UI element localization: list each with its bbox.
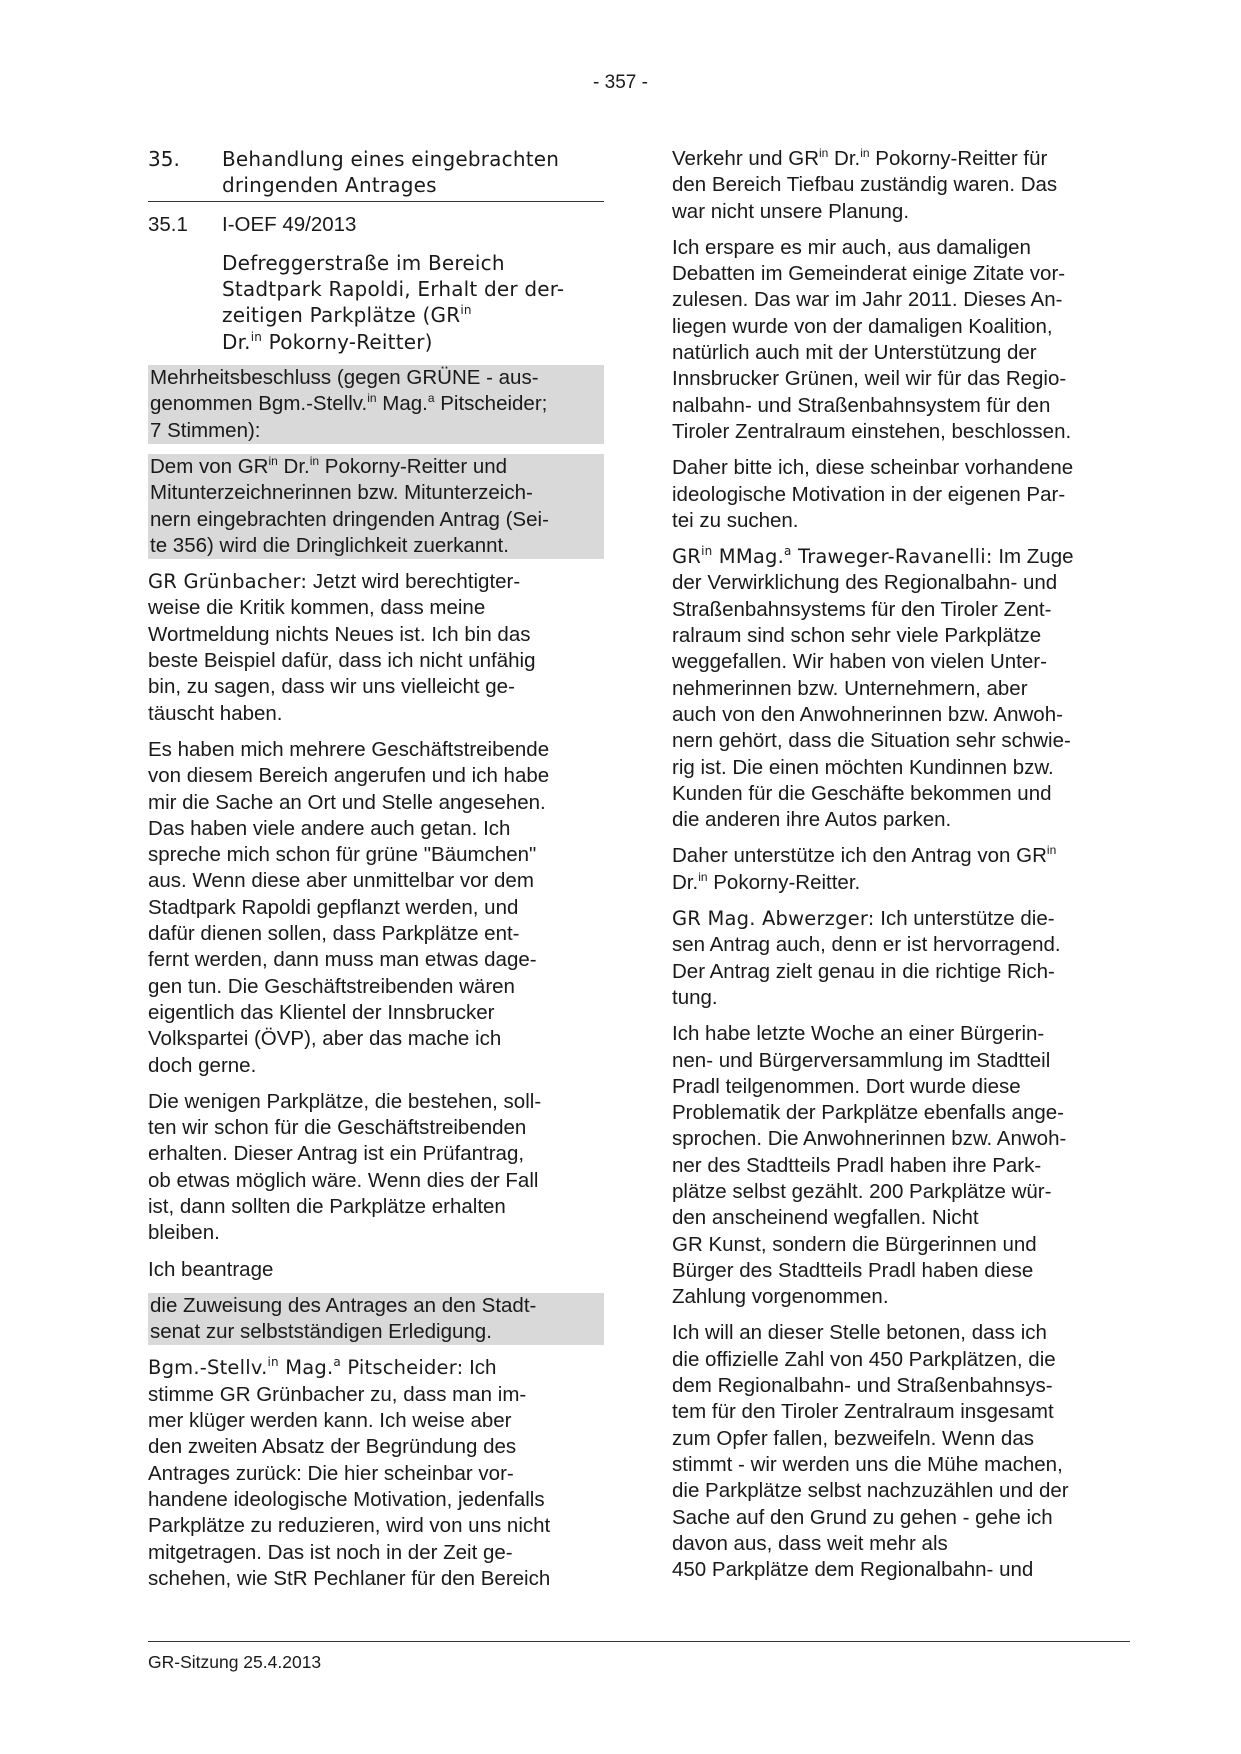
speaker-name: GR Grünbacher: [148,570,308,594]
paragraph-abwerzger: GR Mag. Abwerzger: Ich unterstütze die- sen Antrag auch, denn er ist hervorragend. Der Antrag zielt genau in die richtige Rich- tung. [672,907,1061,1009]
section-rule [148,201,604,202]
speaker-name: GR Mag. Abwerzger: [672,907,875,931]
speaker-name: Bgm.-Stellv.$^{in}$ Mag.$^a$ Pitscheider: [148,1355,464,1380]
paragraph-abwerzger-2: Ich habe letzte Woche an einer Bürgerin- nen- und Bürgerversammlung im Stadtteil Pradl teilgenommen. Dort wurde diese Problematik der Parkplätze ebenfalls ange- sprochen. Die Anwohnerinnen bzw. Anwoh- ner des Stadtteils Pradl haben ihre Park- plätze selbst gezählt. 200 Parkplätze wür- den anscheinend wegfallen. Nicht GR Kunst, sondern die Bürgerinnen und Bürger des Stadtteils Pradl haben diese Zahlung vorgenommen. [672,1022,1067,1309]
paragraph-pitscheider: Bgm.-Stellv.$^{in}$ Mag.$^a$ Pitscheider: Ich stimme GR Grünbacher zu, dass man im- mer klüger werden kann. Ich weise aber den zweiten Absatz der Begründung des Antrages zurück: Die hier scheinbar vor- handene ideologische Motivation, jedenfalls Parkplätze zu reduzieren, wird von uns nicht mitgetragen. Das ist noch in der Zeit ge- schehen, wie StR Pechlaner für den Bereich [148,1355,551,1590]
footer-text: GR-Sitzung 25.4.2013 [148,1652,322,1672]
paragraph-ich-beantrage: Ich beantrage [148,1257,274,1281]
section-title: Behandlung eines eingebrachten dringenden Antrages [222,147,560,198]
subsection-heading [148,212,604,238]
speaker-name: $GR^{in}$ MMag.$^a$ Traweger-Ravanelli: [672,544,993,569]
left-column [148,146,604,1592]
section-number: 35. [148,147,180,171]
paragraph-traweger-2: Daher unterstütze ich den Antrag von $GR^{in}$ Dr.$^{in}$ Pokorny-Reitter. [672,843,1057,894]
paragraph-gruenbacher-2: Es haben mich mehrere Geschäftstreibende von diesem Bereich angerufen und ich habe mir die Sache an Ort und Stelle angesehen. Das haben viele andere auch getan. Ich spreche mich schon für grüne "Bäumchen" aus. Wenn diese aber unmittelbar vor dem Stadtpark Rapoldi gepflanzt werden, und dafür dienen sollen, dass Parkplätze ent- fernt werden, dann muss man etwas dage- gen tun. Die Geschäftstreibenden wären eigentlich das Klientel der Innsbrucker Volkspartei (ÖVP), aber das mache ich doch gerne. [148,737,550,1077]
paragraph-pitscheider-2: Ich erspare es mir auch, aus damaligen Debatten im Gemeinderat einige Zitate vor- zulesen. Das war im Jahr 2011. Dieses An- liegen wurde von der damaligen Koalition, natürlich auch mit der Unterstützung der Innsbrucker Grünen, weil wir für das Regio- nalbahn- und Straßenbahnsystem für den Tiroler Zentralraum einstehen, beschlossen. [672,235,1072,443]
subsection-subject: Defreggerstraße im Bereich Stadtpark Rapoldi, Erhalt der der- zeitigen Parkplätze ($GR^{in}$ Dr.$^{in}$ Pokorny-Reitter) [222,250,565,354]
section-heading [148,146,604,199]
subsection-number: 35.1 [148,212,188,236]
right-column [672,146,1134,1583]
paragraph-abwerzger-3: Ich will an dieser Stelle betonen, dass ich die offizielle Zahl von 450 Parkplätzen, die dem Regionalbahn- und Straßenbahnsys- tem für den Tiroler Zentralraum insgesamt zum Opfer fallen, bezweifeln. Wenn das stimmt - wir werden uns die Mühe machen, die Parkplätze selbst nachzuzählen und der Sache auf den Grund zu gehen - gehe ich davon aus, dass weit mehr als 450 Parkplätze dem Regionalbahn- und [672,1321,1069,1582]
paragraph-traweger: $GR^{in}$ MMag.$^a$ Traweger-Ravanelli: Im Zuge der Verwirklichung des Regionalbahn- und Straßenbahnsystems für den Tiroler Zent- ralraum sind schon sehr viele Parkplätze weggefallen. Wir haben von vielen Unter- nehmerinnen bzw. Unternehmern, aber auch von den Anwohnerinnen bzw. Anwoh- nern gehört, dass die Situation sehr schwie- rig ist. Die einen möchten Kundinnen bzw. Kunden für die Geschäfte bekommen und die anderen ihre Autos parken. [672,544,1074,832]
page-number: - 357 - [593,72,648,93]
paragraph-gruenbacher-1: GR Grünbacher: Jetzt wird berechtigter- weise die Kritik kommen, dass meine Wortmeldung nichts Neues ist. Ich bin das beste Beispiel dafür, dass ich nicht unfähig bin, zu sagen, dass wir uns vielleicht ge- täuscht haben. [148,570,536,725]
resolution-text: Dem von $GR^{in}$ Dr.$^{in}$ Pokorny-Reitter und Mitunterzeichnerinnen bzw. Mitunterzeich- nern eingebrachten dringenden Antrag (Sei- te 356) wird die Dringlichkeit zuerkannt. [148,454,604,559]
footer-rule [148,1641,1130,1642]
motion-text: die Zuweisung des Antrages an den Stadt- senat zur selbstständigen Erledigung. [148,1293,604,1346]
decision-text: Mehrheitsbeschluss (gegen GRÜNE - aus- genommen Bgm.-Stellv.$^{in}$ Mag.$^a$ Pitscheider; 7 Stimmen): [148,365,604,444]
paragraph-pitscheider-cont: Verkehr und $GR^{in}$ Dr.$^{in}$ Pokorny-Reitter für den Bereich Tiefbau zuständig waren. Das war nicht unsere Planung. [672,146,1058,223]
paragraph-pitscheider-3: Daher bitte ich, diese scheinbar vorhandene ideologische Motivation in der eigenen Par- tei zu suchen. [672,456,1074,532]
subsection-code: I-OEF 49/2013 [222,212,357,236]
decision-block [148,365,604,559]
paragraph-gruenbacher-3: Die wenigen Parkplätze, die bestehen, soll- ten wir schon für die Geschäftstreibenden erhalten. Dieser Antrag ist ein Prüfantrag, ob etwas möglich wäre. Wenn dies der Fall ist, dann sollten die Parkplätze erhalten bleiben. [148,1089,542,1245]
